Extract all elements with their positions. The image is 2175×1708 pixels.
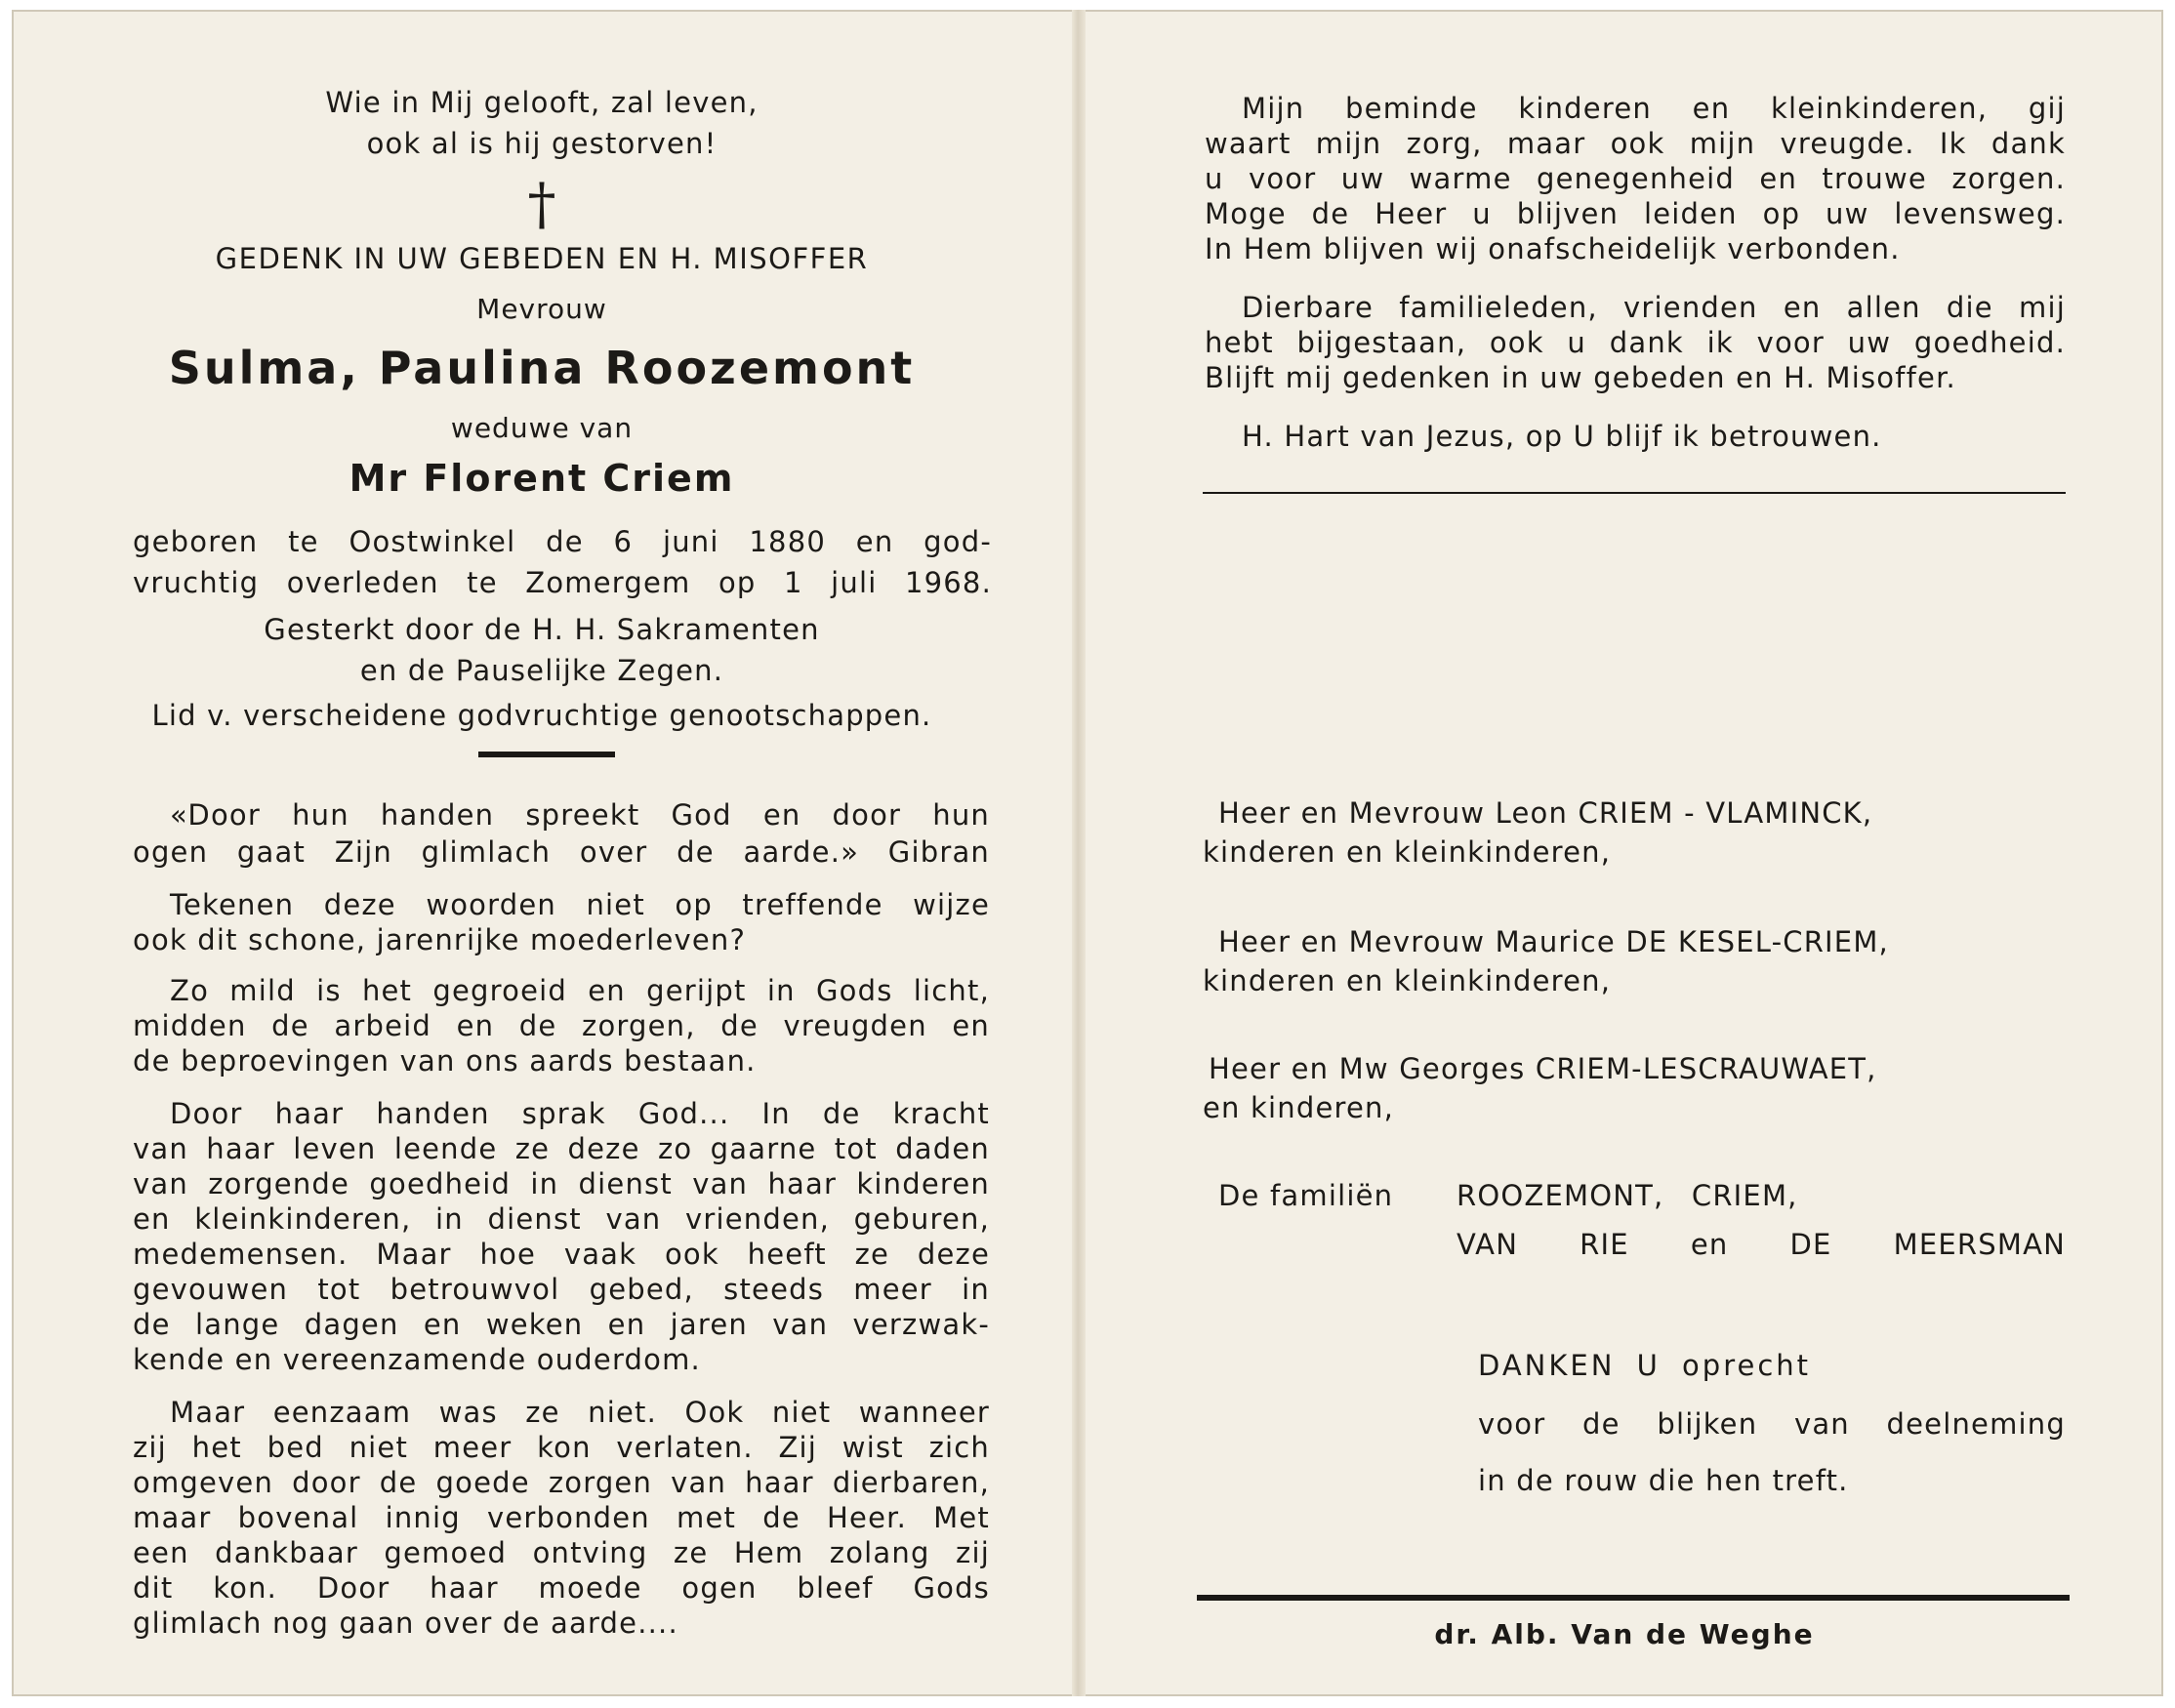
paragraph-3-line: gevouwen tot betrouwvol gebed, steeds meer in [133,1273,990,1306]
paragraph-1-line: Tekenen deze woorden niet op treffende wijze [170,888,990,921]
paragraph-3-line: en kleinkinderen, in dienst van vrienden, geburen, [133,1202,990,1236]
thanks-line-1: DANKEN U oprecht [1478,1349,1812,1382]
membership-line: Lid v. verscheidene godvruchtige genootschappen. [151,699,932,732]
farewell-line: u voor uw warme genegenheid en trouwe zorgen. [1205,162,2066,195]
farewell-line: Moge de Heer u blijven leiden op uw levensweg. [1205,197,2066,230]
sacraments-line-2: en de Pauselijke Zegen. [359,654,724,687]
family-line: kinderen en kleinkinderen, [1203,964,1612,997]
family-line: Heer en Mw Georges CRIEM-LESCRAUWAET, [1209,1052,1877,1085]
paragraph-1-line: ook dit schone, jarenrijke moederleven? [133,923,747,956]
printer-credit: dr. Alb. Van de Weghe [1434,1618,1815,1650]
divider [478,752,615,757]
remembrance-heading: GEDENK IN UW GEBEDEN EN H. MISOFFER [215,242,869,275]
paragraph-3-line: van zorgende goedheid in dienst van haar kinderen [133,1167,990,1200]
paragraph-3-line: van haar leven leende ze deze zo gaarne tot daden [133,1132,990,1165]
paragraph-4-line: een dankbaar gemoed ontving ze Hem zolang zij [133,1536,990,1569]
paragraph-4-line: dit kon. Door haar moede ogen bleef Gods [133,1571,990,1605]
families-label: De familiën [1218,1179,1394,1212]
farewell-line: Mijn beminde kinderen en kleinkinderen, gij [1242,92,2066,125]
families-line-2: VAN RIE en DE MEERSMAN [1457,1228,2066,1261]
birth-line-2: vruchtig overleden te Zomergem op 1 juli 1968. [133,566,992,599]
families-line-1: ROOZEMONT, CRIEM, [1457,1179,1798,1212]
paragraph-2-line: midden de arbeid en de zorgen, de vreugden en [133,1009,990,1042]
divider [1203,492,2066,494]
thanks-family-line: Dierbare familieleden, vrienden en allen die mij [1242,291,2066,324]
paragraph-2-line: de beproevingen van ons aards bestaan. [133,1044,757,1078]
card-fold [1072,10,1086,1696]
sacraments-line-1: Gesterkt door de H. H. Sakramenten [264,613,820,646]
deceased-name: Sulma, Paulina Roozemont [168,342,916,394]
family-line: kinderen en kleinkinderen, [1203,835,1612,869]
paragraph-3-line: kende en vereenzamende ouderdom. [133,1343,701,1376]
cross-icon: † [527,171,556,237]
thanks-family-line: Blijft mij gedenken in uw gebeden en H. Misoffer. [1205,361,1956,394]
salutation: Mevrouw [476,293,607,325]
thanks-line-3: in de rouw die hen treft. [1478,1464,1849,1497]
thanks-family-line: hebt bijgestaan, ook u dank ik voor uw goedheid. [1205,326,2066,359]
paragraph-3-line: medemensen. Maar hoe vaak ook heeft ze deze [133,1238,990,1271]
paragraph-4-line: zij het bed niet meer kon verlaten. Zij wist zich [133,1431,990,1464]
sacred-heart-line: H. Hart van Jezus, op U blijf ik betrouwen. [1242,420,1882,453]
left-panel [12,10,1072,1696]
farewell-line: waart mijn zorg, maar ook mijn vreugde. Ik dank [1205,127,2066,160]
family-line: Heer en Mevrouw Maurice DE KESEL-CRIEM, [1218,925,1889,958]
widow-of: weduwe van [450,412,634,444]
paragraph-3-line: Door haar handen sprak God... In de kracht [170,1097,990,1130]
paragraph-4-line: Maar eenzaam was ze niet. Ook niet wanneer [170,1396,990,1429]
right-panel [1086,10,2163,1696]
paragraph-3-line: de lange dagen en weken en jaren van verzwak- [133,1308,990,1341]
bible-verse-line-1: Wie in Mij gelooft, zal leven, [325,86,759,119]
paragraph-2-line: Zo mild is het gegroeid en gerijpt in Gods licht, [170,974,990,1007]
paragraph-4-line: maar bovenal innig verbonden met de Heer. Met [133,1501,990,1534]
family-line: Heer en Mevrouw Leon CRIEM - VLAMINCK, [1218,796,1873,830]
family-line: en kinderen, [1203,1091,1395,1124]
thanks-line-2: voor de blijken van deelneming [1478,1407,2066,1441]
quote-line-2: ogen gaat Zijn glimlach over de aarde.» Gibran [133,835,990,869]
farewell-line: In Hem blijven wij onafscheidelijk verbonden. [1205,232,1901,265]
spouse-name: Mr Florent Criem [349,457,735,500]
birth-line-1: geboren te Oostwinkel de 6 juni 1880 en god- [133,525,992,558]
bible-verse-line-2: ook al is hij gestorven! [366,127,718,160]
paragraph-4-line: omgeven door de goede zorgen van haar dierbaren, [133,1466,990,1499]
bottom-rule [1197,1595,2070,1601]
paragraph-4-line: glimlach nog gaan over de aarde.... [133,1606,678,1640]
quote-line-1: «Door hun handen spreekt God en door hun [170,798,990,832]
